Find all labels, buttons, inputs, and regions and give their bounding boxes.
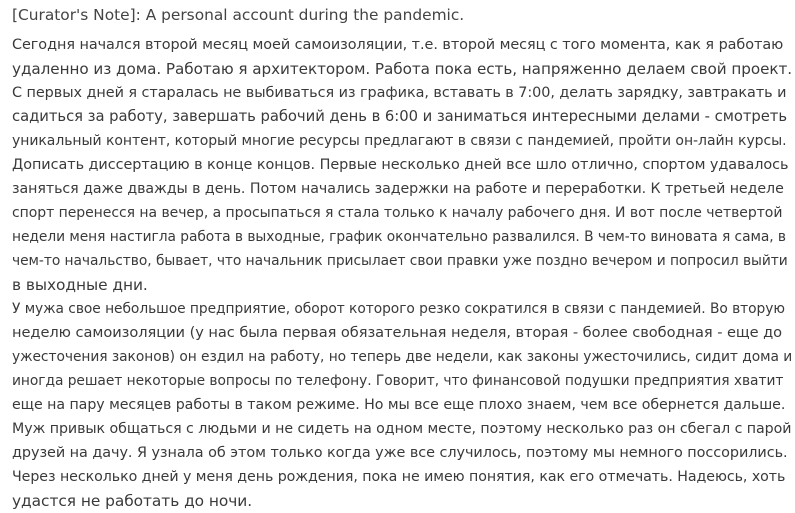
text-line: недели меня настигла работа в выходные, график окончательно развалился. В чем-то виновата я сама, в: [12, 229, 786, 245]
text-line: неделю самоизоляции (у нас была первая обязательная неделя, вторая - более свободная - еще до: [12, 324, 783, 341]
text-line: еще на пару месяцев работы в таком режиме. Но мы все еще плохо знаем, чем все обернется дальше.: [12, 397, 786, 413]
text-line: друзей на дачу. Я узнала об этом только когда уже все случилось, поэтому мы немного поссорились.: [12, 445, 788, 461]
text-line: спорт перенесся на вечер, а просыпаться я стала только к началу рабочего дня. И вот после четвертой: [12, 205, 783, 221]
curator-note: [Curator's Note]: A personal account during the pandemic.: [12, 6, 465, 24]
text-line: чем-то начальство, бывает, что начальник присылает свои правки уже поздно вечером и попросил выйти: [12, 253, 788, 269]
text-line: уникальный контент, который многие ресурсы предлагают в связи с пандемией, пройти он-лайн курсы.: [12, 133, 787, 149]
text-line: Через несколько дней у меня день рождения, пока не имею понятия, как его отмечать. Надеюсь, хоть: [12, 469, 786, 485]
paragraph: [12, 81, 792, 153]
paragraph: [12, 417, 792, 465]
paragraph: [12, 33, 792, 81]
paragraph: [12, 297, 792, 417]
text-line: Сегодня начался второй месяц моей самоизоляции, т.е. второй месяц с того момента, как я работаю: [12, 37, 784, 53]
paragraph: [12, 153, 792, 297]
text-line: удаленно из дома. Работаю я архитектором. Работа пока есть, напряженно делаем свой проект.: [12, 60, 793, 78]
text-line: Дописать диссертацию в конце концов. Первые несколько дней все шло отлично, спортом удавалось: [12, 157, 789, 173]
text-line: С первых дней я старалась не выбиваться из графика, вставать в 7:00, делать зарядку, завтракать и: [12, 85, 787, 101]
paragraph: [12, 465, 792, 513]
text-line: заняться даже дважды в день. Потом начались задержки на работе и переработки. К третьей неделе: [12, 181, 784, 197]
text-line: Муж привык общаться с людьми и не сидеть на одном месте, поэтому несколько раз он сбегал с парой: [12, 421, 792, 437]
text-line: в выходные дни.: [12, 276, 148, 294]
text-line: садиться за работу, завершать рабочий день в 6:00 и заниматься интересными делами - смотреть: [12, 108, 788, 125]
text-line: иногда решает некоторые вопросы по телефону. Говорит, что финансовой подушки предприятия хватит: [12, 373, 784, 389]
text-line: У мужа свое небольшое предприятие, оборот которого резко сократился в связи с пандемией. Во вторую: [12, 301, 785, 317]
text-line: ужесточения законов) он ездил на работу, но теперь две недели, как законы ужесточились, сидит дома и: [12, 349, 793, 365]
text-line: удастся не работать до ночи.: [12, 492, 253, 510]
